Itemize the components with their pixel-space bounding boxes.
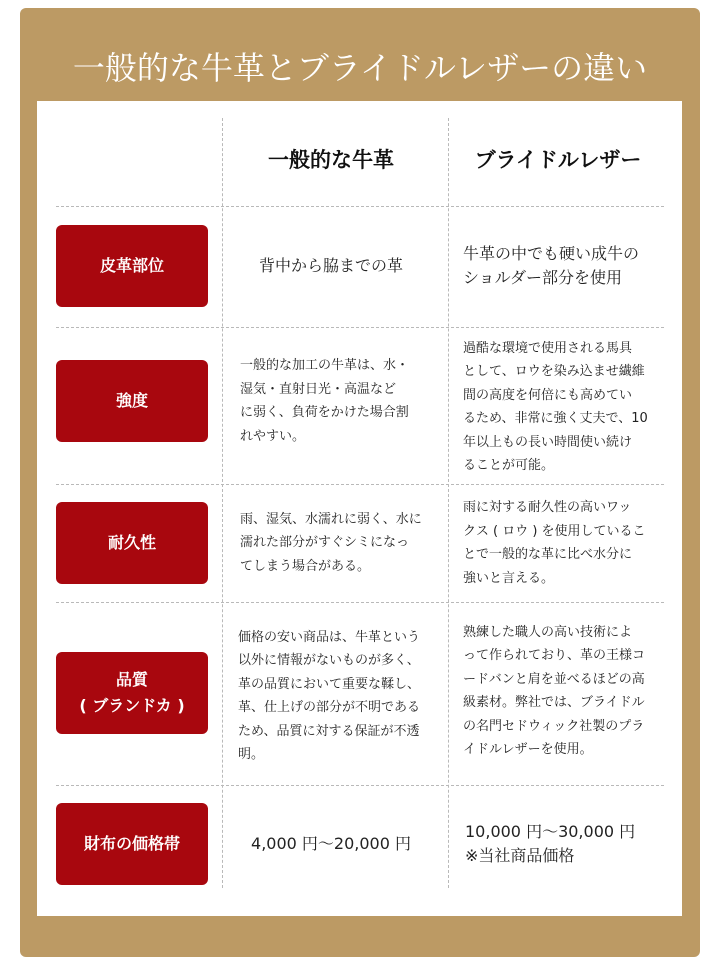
- row-label: 耐久性: [56, 502, 208, 584]
- cell-regular: 価格の安い商品は、牛革という 以外に情報がないものが多く、 革の品質において重要な鞣し、 革、仕上げの部分が不明である ため、品質に対する保証が不透 明。: [238, 629, 421, 762]
- page-title: 一般的な牛革とブライドルレザーの違い: [72, 49, 648, 87]
- cell-bridle: 雨に対する耐久性の高いワッ クス ( ロウ ) を使用しているこ とで一般的な革に比べ水分に 強いと言える。: [463, 500, 646, 586]
- cell-regular: 雨、湿気、水濡れに弱く、水に 濡れた部分がすぐシミになっ てしまう場合がある。: [240, 511, 422, 574]
- row-divider: [56, 327, 664, 328]
- row-label: 強度: [56, 360, 208, 442]
- cell-regular: 4,000 円〜20,000 円: [251, 834, 411, 853]
- row-divider: [56, 484, 664, 485]
- cell-bridle: 牛革の中でも硬い成牛の ショルダー部分を使用: [463, 244, 640, 287]
- cell-regular: 一般的な加工の牛革は、水・ 湿気・直射日光・高温など に弱く、負荷をかけた場合割 れやすい。: [240, 358, 410, 444]
- cell-bridle: 10,000 円〜30,000 円 ※当社商品価格: [465, 822, 636, 865]
- column-header-bridle: ブライドルレザー: [474, 148, 642, 172]
- row-label: 品質 ( ブランドカ ): [56, 652, 208, 734]
- cell-bridle: 過酷な環境で使用される馬具 として、ロウを染み込ませ繊維 間の高度を何倍にも高めてい るため、非常に強く丈夫で、10 年以上もの長い時間使い続け ることが可能。: [463, 340, 648, 473]
- cell-bridle: 熟練した職人の高い技術によ って作られており、革の王様コ ードバンと肩を並べるほどの高 級素材。弊社では、ブライドル の名門セドウィック社製のプラ イドルレザーを使用。: [463, 624, 646, 757]
- column-header-regular: 一般的な牛革: [268, 148, 394, 172]
- row-divider: [56, 785, 664, 786]
- row-divider: [56, 602, 664, 603]
- row-label: 財布の価格帯: [56, 803, 208, 885]
- column-divider: [448, 118, 449, 888]
- cell-regular: 背中から脇までの革: [258, 256, 403, 275]
- row-label: 皮革部位: [56, 225, 208, 307]
- row-divider: [56, 206, 664, 207]
